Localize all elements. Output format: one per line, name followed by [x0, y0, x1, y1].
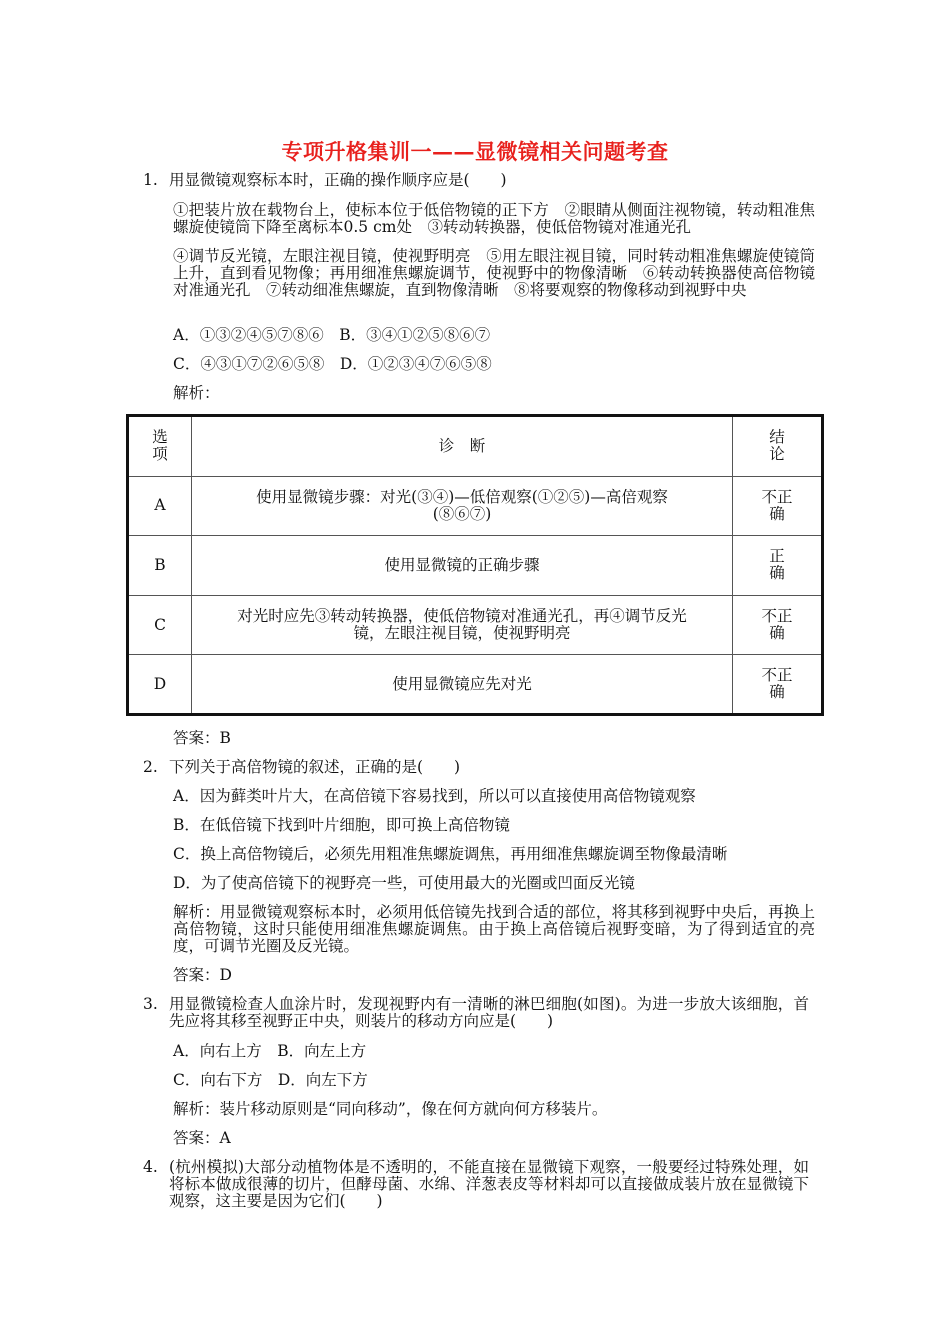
- q3-options-cd: C．向右下方 D．向左下方: [173, 1071, 368, 1089]
- question-stem: 下列关于高倍物镜的叙述，正确的是( ): [169, 758, 461, 776]
- q2-option-a: A．因为藓类叶片大，在高倍镜下容易找到，所以可以直接使用高倍物镜观察: [173, 787, 696, 805]
- row-conclusion: 不正确: [733, 595, 823, 655]
- q2-option-d: D．为了使高倍镜下的视野亮一些，可使用最大的光圈或凹面反光镜: [173, 874, 635, 892]
- table-header-row: [128, 416, 823, 477]
- q1-steps-paragraph-2: ④调节反光镜，左眼注视目镜，使视野明亮 ⑤用左眼注视目镜，同时转动粗准焦螺旋使镜筒上升，直到看见物像；再用细准焦螺旋调节，使视野中的物像清晰 ⑥转动转换器使高倍物镜对准通光孔 ⑦转动细准焦螺旋，直到物像清晰 ⑧将要观察的物像移动到视野中央: [173, 247, 815, 299]
- row-conclusion: 正确: [733, 536, 823, 596]
- document-title: 专项升格集训一——显微镜相关问题考查: [281, 139, 669, 164]
- header-diagnosis: 诊 断: [192, 416, 733, 477]
- row-option: D: [128, 655, 192, 715]
- q1-answer: 答案：B: [173, 729, 231, 747]
- question-stem: 用显微镜检查人血涂片时，发现视野内有一清晰的淋巴细胞(如图)。为进一步放大该细胞，首先应将其移至视野正中央，则装片的移动方向应是( ): [169, 995, 809, 1030]
- q1-options-cd: C．④③①⑦②⑥⑤⑧ D．①②③④⑦⑥⑤⑧: [173, 355, 492, 373]
- table-row: [128, 536, 823, 596]
- q3-answer: 答案：A: [173, 1129, 231, 1147]
- diagnosis-table: [126, 414, 824, 716]
- question-stem: 用显微镜观察标本时，正确的操作顺序应是( ): [169, 171, 507, 189]
- q2-option-c: C．换上高倍物镜后，必须先用粗准焦螺旋调焦，再用细准焦螺旋调至物像最清晰: [173, 845, 728, 863]
- row-diagnosis: 对光时应先③转动转换器，使低倍物镜对准通光孔，再④调节反光镜，左眼注视目镜，使视野明亮: [192, 595, 733, 655]
- row-conclusion: 不正确: [733, 655, 823, 715]
- question-3: [143, 995, 809, 1030]
- q3-options-ab: A．向右上方 B．向左上方: [173, 1042, 367, 1060]
- question-number: 1.: [143, 171, 158, 189]
- q2-analysis: 解析：用显微镜观察标本时，必须用低倍镜先找到合适的部位，将其移到视野中央后，再换上高倍物镜，这时只能使用细准焦螺旋调焦。由于换上高倍镜后视野变暗，为了得到适宜的亮度，可调节光圈及反光镜。: [173, 903, 815, 955]
- question-4: [143, 1158, 809, 1210]
- q3-analysis: 解析：装片移动原则是“同向移动”，像在何方就向何方移装片。: [173, 1100, 608, 1118]
- header-conclusion: 结论: [733, 416, 823, 477]
- question-number: 3.: [143, 995, 158, 1013]
- header-option: 选项: [128, 416, 192, 477]
- q1-steps-paragraph: ①把装片放在载物台上，使标本位于低倍物镜的正下方 ②眼睛从侧面注视物镜，转动粗准焦螺旋使镜筒下降至离标本0.5 cm处 ③转动转换器，使低倍物镜对准通光孔: [173, 201, 815, 236]
- question-stem: (杭州模拟)大部分动植物体是不透明的，不能直接在显微镜下观察，一般要经过特殊处理，如将标本做成很薄的切片，但酵母菌、水绵、洋葱表皮等材料却可以直接做成装片放在显微镜下观察，这主要是因为它们( ): [169, 1158, 809, 1210]
- q2-option-b: B．在低倍镜下找到叶片细胞，即可换上高倍物镜: [173, 816, 510, 834]
- question-number: 2.: [143, 758, 158, 776]
- row-option: B: [128, 536, 192, 596]
- row-conclusion: 不正确: [733, 476, 823, 536]
- table-row: [128, 595, 823, 655]
- q1-options-ab: A．①③②④⑤⑦⑧⑥ B．③④①②⑤⑧⑥⑦: [173, 326, 491, 344]
- row-diagnosis: 使用显微镜步骤：对光(③④)—低倍观察(①②⑤)—高倍观察(⑧⑥⑦): [192, 476, 733, 536]
- question-2: [143, 759, 809, 776]
- row-diagnosis: 使用显微镜应先对光: [192, 655, 733, 715]
- row-option: A: [128, 476, 192, 536]
- q2-answer: 答案：D: [173, 966, 232, 984]
- row-option: C: [128, 595, 192, 655]
- row-diagnosis: 使用显微镜的正确步骤: [192, 536, 733, 596]
- question-number: 4.: [143, 1158, 158, 1176]
- q1-analysis-label: 解析：: [173, 384, 220, 402]
- table-row: [128, 655, 823, 715]
- question-1: [143, 172, 809, 189]
- table-row: [128, 476, 823, 536]
